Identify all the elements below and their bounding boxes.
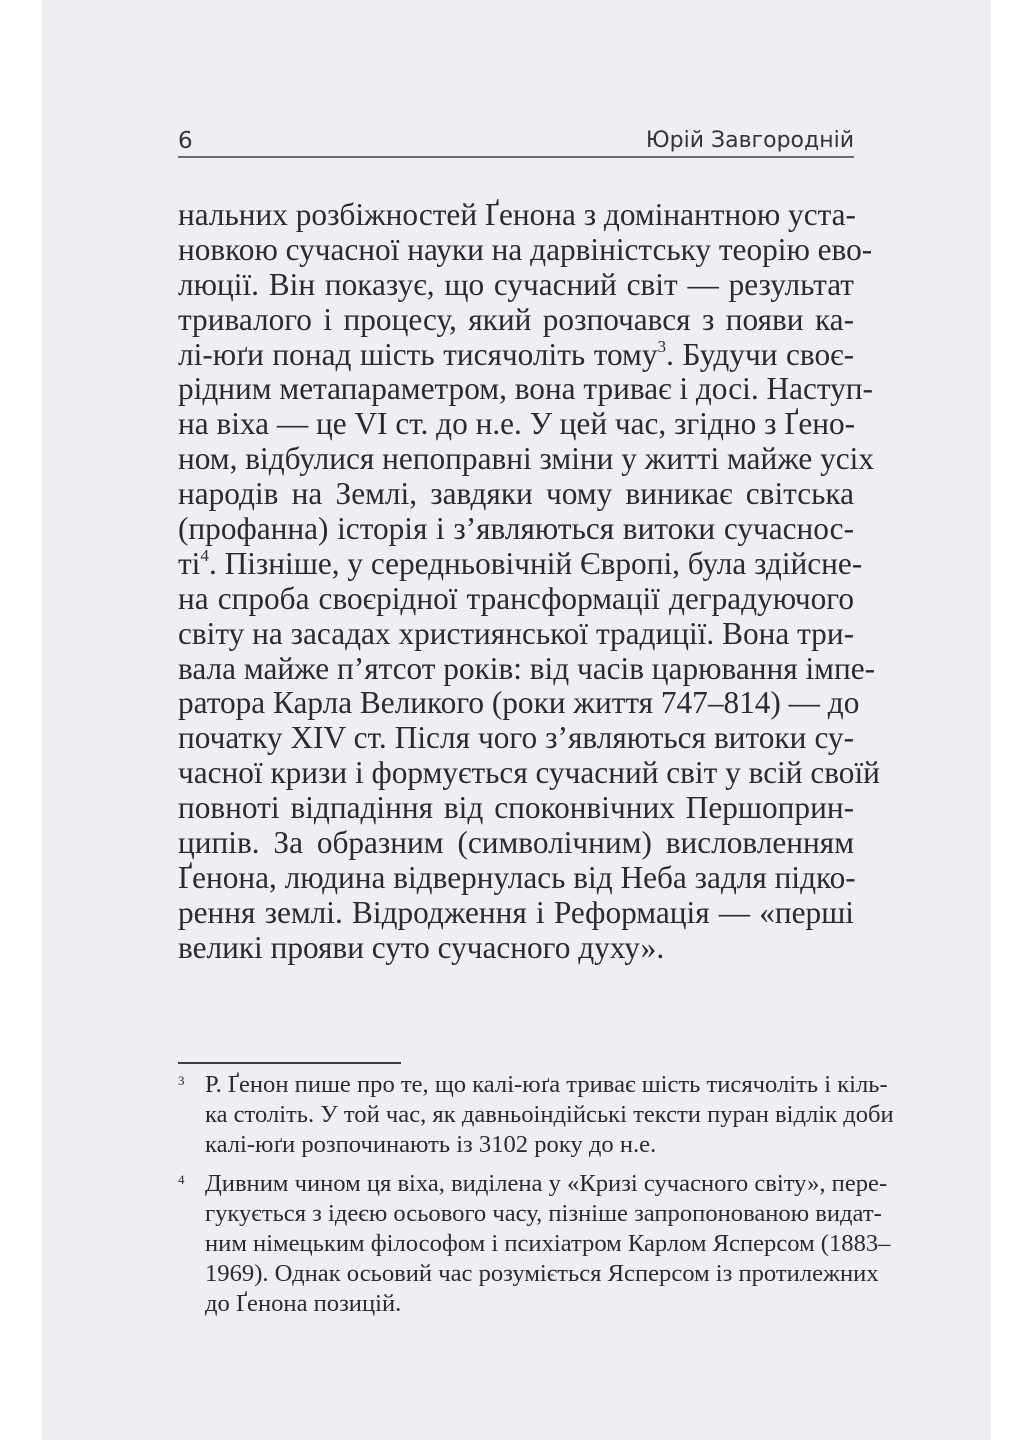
footnote-4: [178, 1169, 891, 1320]
footnote-line: ним німецьким філософом і психіатром Карлом Ясперсом (1883–: [205, 1229, 891, 1257]
text-line: люції. Він показує, що сучасний світ — результат: [178, 266, 854, 302]
footnote-ref-3[interactable]: 3: [657, 336, 667, 356]
page-header: [178, 126, 854, 158]
footnote-line: 1969). Однак осьовий час розуміється Ясперсом із протилежних: [205, 1260, 879, 1288]
text-line: лі-юґи понад шість тисячоліть тому$^3$. Будучи своє-: [178, 336, 854, 372]
footnote-line: Дивним чином ця віха, виділена у «Кризі сучасного світу», пере-: [205, 1169, 888, 1197]
text-line: ном, відбулися непоправні зміни у житті майже усіх: [178, 441, 875, 477]
footnote-line: Р. Ґенон пише про те, що калі-юґа триває шість тисячоліть і кіль-: [205, 1071, 888, 1098]
text-line: ратора Карла Великого (роки життя 747–814) — до: [178, 685, 860, 721]
text-line: народів на Землі, завдяки чому виникає світська: [178, 476, 854, 512]
text-line: часної кризи і формується сучасний світ у всій своїй: [178, 755, 880, 791]
footnote-line: ка століть. У той час, як давньоіндійські тексти пуран відлік доби: [205, 1101, 894, 1129]
page-number: 6: [178, 128, 193, 154]
text-line: на віха — це VI ст. до н.е. У цей час, згідно з Ґено-: [178, 406, 856, 442]
text-line: початку XIV ст. Після чого з’являються витоки су-: [178, 720, 854, 756]
text-line: $ті^4$. Пізніше, у середньовічній Європі, була здійсне-: [178, 545, 863, 581]
footnotes: [178, 1070, 894, 1328]
text-line: нальних розбіжностей Ґенона з домінантною уста-: [178, 197, 856, 232]
main-text: [178, 197, 880, 966]
text-line: новкою сучасної науки на дарвіністську теорію ево-: [178, 231, 873, 267]
text-line: ципів. За образним (символічним) висловленням: [178, 825, 854, 861]
running-head-author: Юрій Завгородній: [645, 128, 854, 153]
footnote-line: калі-юґи розпочинають із 3102 року до н.е.: [205, 1131, 657, 1159]
text-line: світу на засадах християнської традиції. Вона три-: [178, 615, 854, 651]
text-line: вала майже п’ятсот років: від часів царювання імпе-: [178, 650, 876, 686]
footnote-separator: [178, 1062, 401, 1064]
text-line: великі прояви суто сучасного духу».: [178, 929, 665, 965]
text-line: тривалого і процесу, який розпочався з появи ка-: [178, 301, 854, 337]
text-line: рідним метапараметром, вона триває і досі. Наступ-: [178, 371, 873, 407]
footnote-3: [178, 1070, 894, 1161]
footnote-line: до Ґенона позицій.: [205, 1290, 402, 1318]
text-line: Ґенона, людина відвернулась від Неба задля підко-: [178, 859, 856, 895]
footnote-ref-4[interactable]: 4: [200, 546, 209, 565]
text-line: рення землі. Відродження і Реформація — «перші: [178, 894, 854, 930]
text-line: (профанна) історія і з’являються витоки сучаснос-: [178, 511, 854, 547]
text-line: повноті відпадіння від споконвічних Першоприн-: [178, 790, 854, 826]
footnote-line: гукується з ідеєю осьового часу, пізніше запропонованою видат-: [205, 1199, 882, 1227]
footnote-mark: 4: [178, 1171, 185, 1187]
footnote-mark: 3: [178, 1073, 185, 1088]
text-line: на спроба своєрідної трансформації деградуючого: [178, 580, 854, 616]
